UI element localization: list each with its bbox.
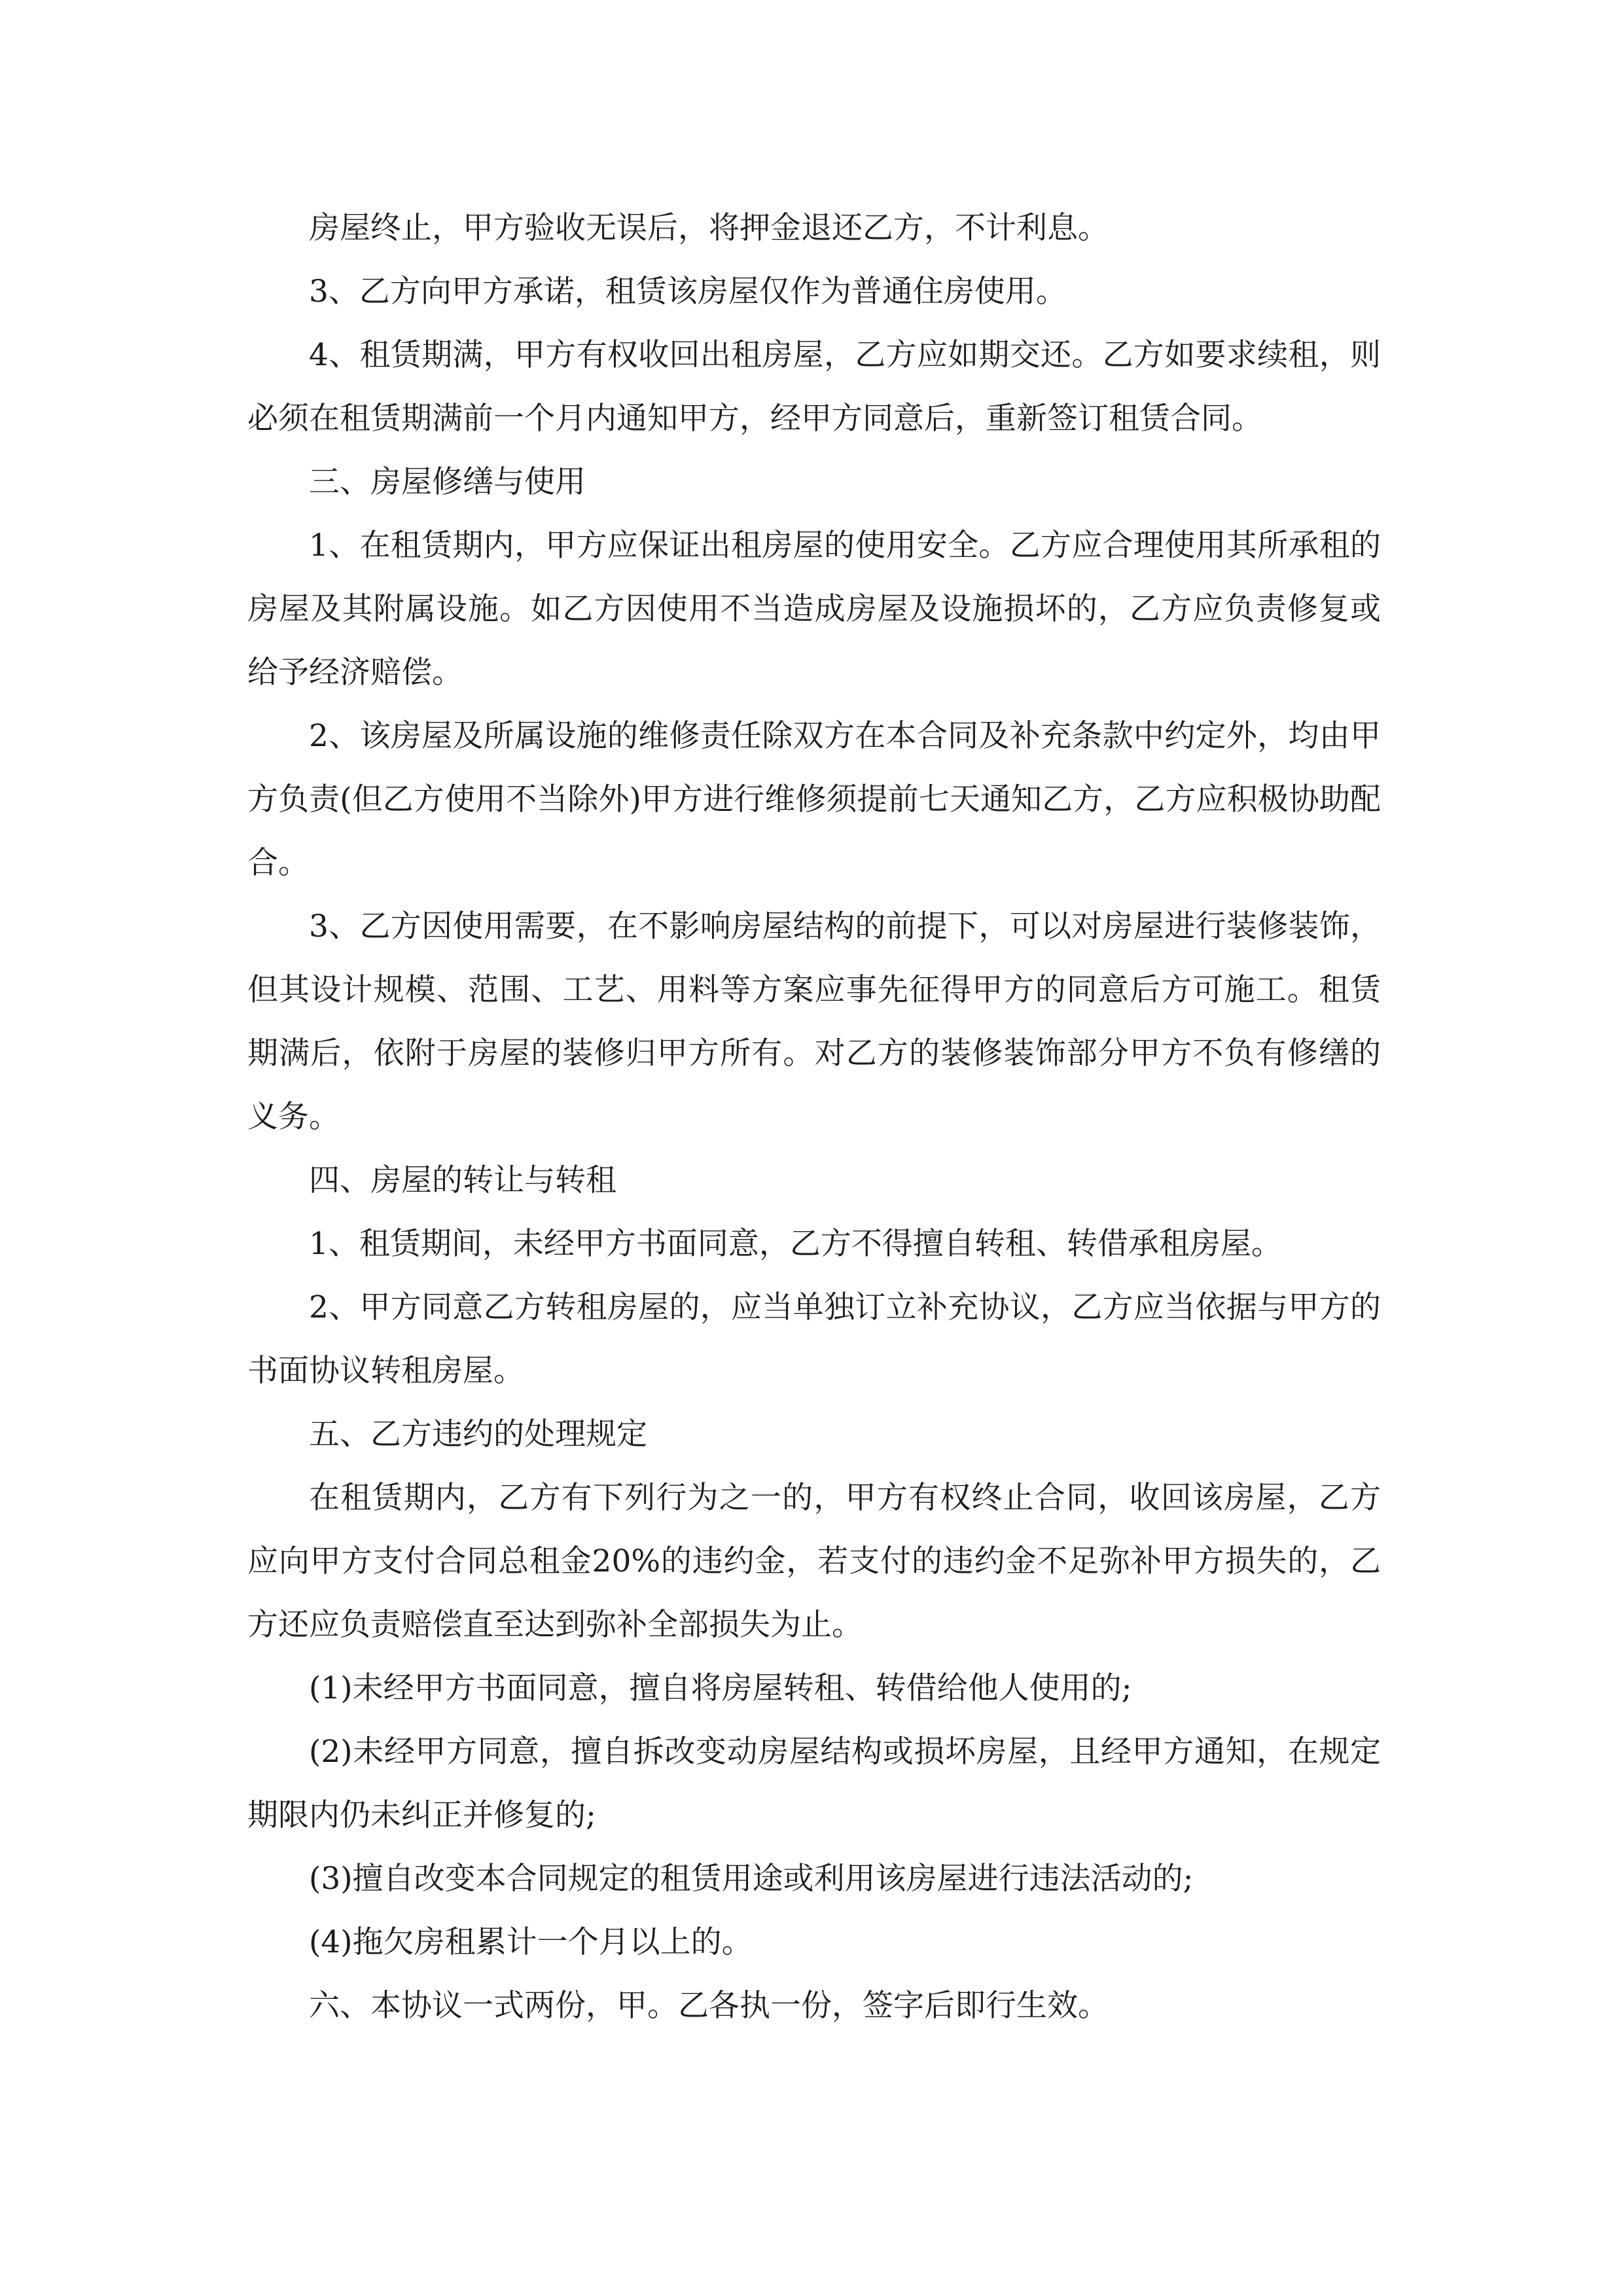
paragraph-decoration: 3、乙方因使用需要，在不影响房屋结构的前提下，可以对房屋进行装修装饰，但其设计规模、范围、工艺、用料等方案应事先征得甲方的同意后方可施工。租赁期满后，依附于房屋的装修归甲方所有。对乙方的装修装饰部分甲方不负有修缮的义务。: [247, 908, 1381, 1135]
section-heading-transfer-sublease: 四、房屋的转让与转租: [309, 1162, 616, 1198]
list-item-breach-3: (3)擅自改变本合同规定的租赁用途或利用该房屋进行违法活动的;: [309, 1861, 1194, 1897]
paragraph-sublease-agreement: 2、甲方同意乙方转租房屋的，应当单独订立补充协议，乙方应当依据与甲方的书面协议转租房屋。: [247, 1289, 1381, 1389]
paragraph-no-sublease: 1、租赁期间，未经甲方书面同意，乙方不得擅自转租、转借承租房屋。: [309, 1226, 1282, 1262]
paragraph-breach-penalty: 在租赁期内，乙方有下列行为之一的，甲方有权终止合同，收回该房屋，乙方应向甲方支付合同总租金20%的违约金，若支付的违约金不足弥补甲方损失的，乙方还应负责赔偿直至达到弥补全部损失为止。: [247, 1480, 1381, 1643]
paragraph-lease-expiry-renewal: 4、租赁期满，甲方有权收回出租房屋，乙方应如期交还。乙方如要求续租，则必须在租赁期满前一个月内通知甲方，经甲方同意后，重新签订租赁合同。: [247, 337, 1381, 437]
list-item-breach-2: (2)未经甲方同意，擅自拆改变动房屋结构或损坏房屋，且经甲方通知，在规定期限内仍未纠正并修复的;: [247, 1734, 1381, 1833]
paragraph-residential-use: 3、乙方向甲方承诺，租赁该房屋仅作为普通住房使用。: [309, 274, 1067, 310]
list-item-breach-1: (1)未经甲方书面同意，擅自将房屋转租、转借给他人使用的;: [309, 1670, 1132, 1706]
paragraph-safety-repair: 1、在租赁期内，甲方应保证出租房屋的使用安全。乙方应合理使用其所承租的房屋及其附属设施。如乙方因使用不当造成房屋及设施损坏的，乙方应负责修复或给予经济赔偿。: [247, 528, 1381, 691]
section-heading-breach: 五、乙方违约的处理规定: [309, 1416, 647, 1452]
paragraph-deposit-refund: 房屋终止，甲方验收无误后，将押金退还乙方，不计利息。: [309, 210, 1109, 246]
paragraph-maintenance-responsibility: 2、该房屋及所属设施的维修责任除双方在本合同及补充条款中约定外，均由甲方负责(但乙方使用不当除外)甲方进行维修须提前七天通知乙方，乙方应积极协助配合。: [247, 718, 1381, 881]
paragraph-copies-effective: 六、本协议一式两份，甲。乙各执一份，签字后即行生效。: [309, 1988, 1109, 2024]
list-item-breach-4: (4)拖欠房租累计一个月以上的。: [309, 1924, 753, 1960]
document-body: [247, 196, 1381, 2037]
section-heading-repair-use: 三、房屋修缮与使用: [309, 464, 586, 500]
